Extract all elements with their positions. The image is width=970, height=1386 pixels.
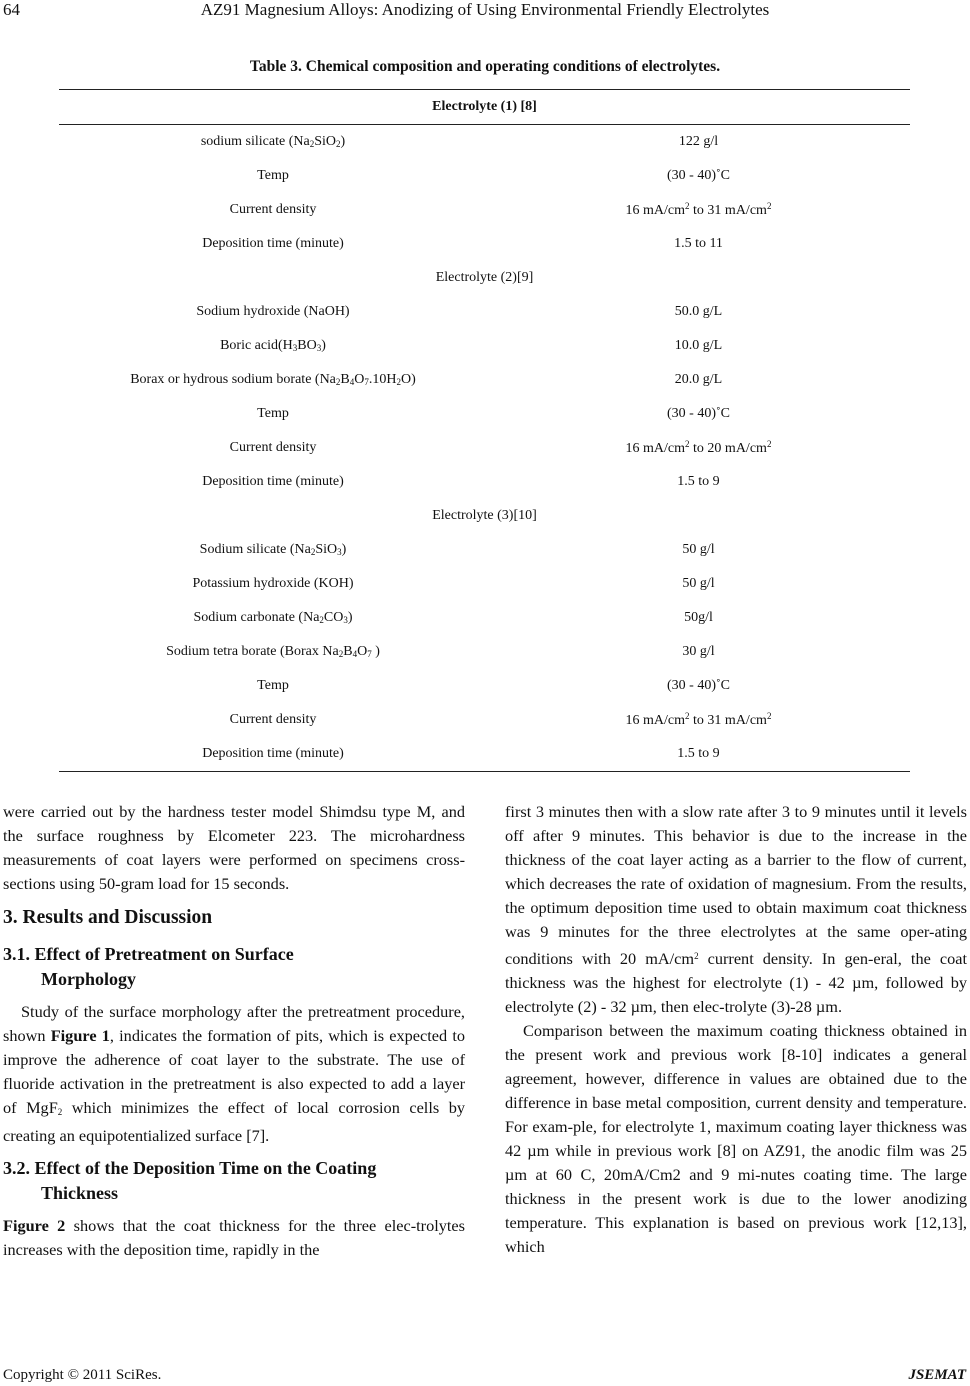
table-row [59, 227, 910, 261]
table-row [59, 329, 910, 363]
table-row [59, 125, 910, 159]
value-cell: 30 g/l [682, 644, 715, 659]
table-row [59, 465, 910, 499]
component-cell: Borax or hydrous sodium borate $(Na_2B_4O_7.10H_2O)$ [130, 372, 416, 387]
table-row [59, 601, 910, 635]
value-cell: 1.5 to 9 [677, 746, 720, 761]
value-cell: 20.0 g/L [674, 372, 723, 387]
subsection-heading-line1: 3.1. Effect of Pretreatment on Surface [3, 944, 294, 964]
table-row [59, 737, 910, 771]
value-cell: 10.0 g/L [674, 338, 723, 353]
copyright-notice: Copyright © 2011 SciRes. [3, 1367, 162, 1383]
table-row [59, 567, 910, 601]
table-bottom-rule [59, 771, 910, 772]
paragraph-comparison: Comparison between the maximum coating thickness obtained in the present work and previous work [8-10] indicates a general agreement, however, difference in values are obtained due to the difference in base metal composition, current density and temperature. For exam-ple, for electrolyte 1, maximum coating layer thickness was 42 µm while in previous work [8] on AZ91, the anodic film was 25 µm at 60 C, 20mA/Cm2 and 9 mi-nutes coating time. The large thickness in the present work is due to the lower anodizing temperature. This explanation is based on previous work [12,13], which [505, 1021, 967, 1256]
subsection-heading-3-2 [3, 1156, 465, 1206]
right-column [505, 800, 967, 1259]
component-cell: Temp [257, 678, 289, 693]
value-cell: 50g/l [684, 610, 713, 625]
component-cell: Temp [257, 406, 289, 421]
component-cell: Sodium carbonate $(Na_2CO_3)$ [193, 610, 353, 625]
value-cell: (30 - 40)˚C [667, 168, 730, 183]
table-row [59, 193, 910, 227]
component-cell: Deposition time (minute) [202, 474, 344, 489]
running-title: AZ91 Magnesium Alloys: Anodizing of Using Environmental Friendly Electrolytes [200, 0, 770, 19]
component-cell: Sodium tetra borate (Borax $Na_2B_4O_7$ ) [166, 644, 380, 659]
table-row [59, 635, 910, 669]
subsection-heading-line1: 3.2. Effect of the Deposition Time on the Coating [3, 1158, 377, 1178]
value-cell: 122 g/l [678, 134, 719, 149]
component-cell: Deposition time (minute) [202, 236, 344, 251]
table-row [59, 159, 910, 193]
value-cell: 50 g/l [682, 576, 715, 591]
table-row [59, 431, 910, 465]
table-row [59, 295, 910, 329]
page-number: 64 [3, 0, 20, 19]
component-cell: Current density [229, 202, 317, 217]
table-row [59, 669, 910, 703]
value-cell: (30 - 40)˚C [667, 678, 730, 693]
subsection-heading-line2: Thickness [41, 1183, 119, 1203]
left-column [3, 800, 465, 1262]
component-cell: Potassium hydroxide (KOH) [192, 576, 354, 591]
component-cell: Deposition time (minute) [202, 746, 344, 761]
component-cell: Sodium hydroxide (NaOH) [196, 304, 350, 319]
subsection-heading-3-1 [3, 942, 465, 992]
electrolyte-title: Electrolyte (2)[9] [435, 270, 534, 285]
table-row [59, 703, 910, 737]
value-cell: (30 - 40)˚C [667, 406, 730, 421]
component-cell: sodium silicate $(Na_2SiO_2)$ [200, 134, 346, 149]
value-cell: 50 g/l [682, 542, 715, 557]
component-cell: Boric $acid(H_3BO_3)$ [220, 338, 326, 353]
value-cell: 1.5 to 9 [677, 474, 720, 489]
component-cell: Current density [229, 440, 317, 455]
value-cell: 50.0 g/L [674, 304, 723, 319]
table-caption: Table 3. Chemical composition and operating conditions of electrolytes. [249, 58, 721, 75]
paragraph-pretreatment: Study of the surface morphology after the pretreatment procedure, shown Figure 1, indicates the formation of pits, which is expected to improve the adherence of coat layer to the substrate. The use of fluoride activation in the pretreatment is also expected to add a layer of MgF$_2$ which minimizes the effect of local corrosion cells by creating an equipotentialized surface [7]. [3, 1002, 465, 1145]
value-cell: 16 $mA/cm^2$ to 20 $mA/cm^2$ [625, 439, 772, 456]
section-heading: 3. Results and Discussion [3, 907, 213, 928]
table-group-header [59, 499, 910, 533]
paragraph-coat-thickness: first 3 minutes then with a slow rate after 3 to 9 minutes until it levels off after 9 minutes. This behavior is due to the increase in the thickness of the coat layer acting as a barrier to the flow of current, which decreases the rate of oxidation of magnesium. From the results, the optimum deposition time used to obtain maximum coat thickness was 9 minutes for the three electrolytes at the same oper-ating conditions with 20 $mA/cm^2$ current density. In gen-eral, the coat thickness was the highest for electrolyte (1) - 42 µm, followed by electrolyte (2) - 32 µm, then elec-trolyte (3)-28 µm. [505, 802, 967, 1016]
paragraph-deposition-time: Figure 2 shows that the coat thickness for the three elec-trolytes increases with the deposition time, rapidly in the [3, 1216, 465, 1259]
value-cell: 16 $mA/cm^2$ to 31 $mA/cm^2$ [625, 711, 772, 728]
electrolyte-title: Electrolyte (1) [8] [432, 99, 537, 114]
table-group-header [59, 261, 910, 295]
component-cell: Current density [229, 712, 317, 727]
table-row [59, 363, 910, 397]
table-row [59, 397, 910, 431]
composition-table [59, 89, 910, 772]
page-header [0, 0, 970, 24]
journal-abbreviation: JSEMAT [908, 1367, 966, 1383]
intro-paragraph: were carried out by the hardness tester model Shimdsu type M, and the surface roughness by Elcometer 223. The microhardness measurements of coat layers were performed on specimens cross-sections using 50-gram load for 15 seconds. [3, 802, 465, 893]
table-group-header [59, 90, 910, 124]
electrolyte-title: Electrolyte (3)[10] [432, 508, 537, 523]
component-cell: Sodium silicate $(Na_2SiO_3)$ [199, 542, 347, 557]
subsection-heading-line2: Morphology [41, 969, 137, 989]
value-cell: 16 $mA/cm^2$ to 31 $mA/cm^2$ [625, 201, 772, 218]
table-row [59, 533, 910, 567]
component-cell: Temp [257, 168, 289, 183]
value-cell: 1.5 to 11 [674, 236, 723, 251]
